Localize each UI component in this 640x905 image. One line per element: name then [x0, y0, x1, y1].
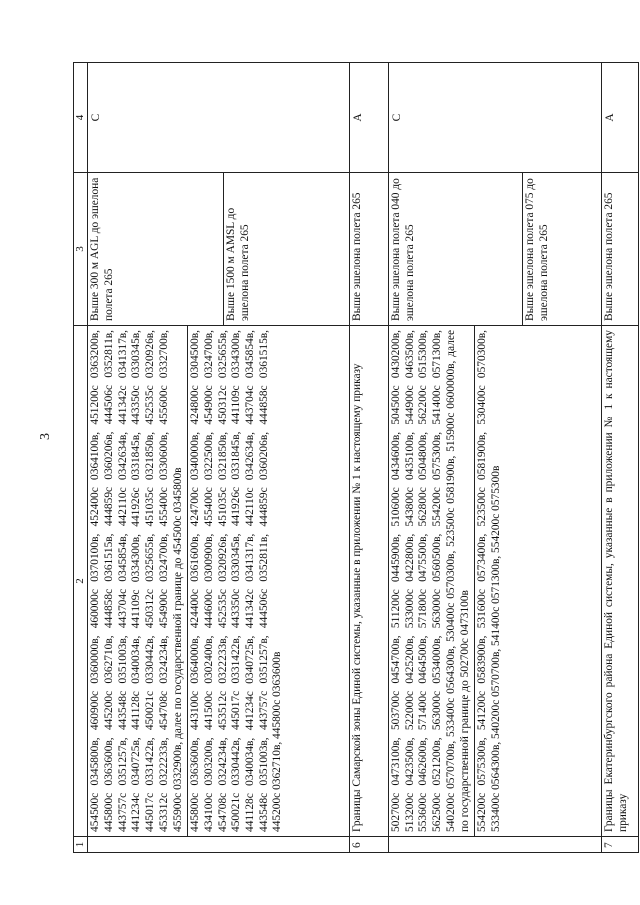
row-number	[389, 837, 602, 853]
table-row	[88, 63, 350, 853]
flight-level-cell: Выше эшелона полета 265	[350, 173, 389, 326]
rotated-table-wrapper	[73, 63, 639, 853]
header-col-1: 1	[74, 837, 88, 853]
flight-level-text-a: Выше эшелона полета 040 до эшелона полета 265	[390, 178, 416, 321]
airspace-class-cell: C	[389, 63, 602, 173]
airspace-class-cell: C	[88, 63, 350, 173]
flight-level-text-b: Выше эшелона полета 075 до эшелона полета 265	[522, 173, 551, 325]
row-number: 6	[350, 837, 389, 853]
flight-level-text-b: Выше 1500 м AMSL до эшелона полета 265	[223, 173, 252, 325]
coordinates-cell: Границы Самарской зоны Единой системы, указанные в приложении № 1 к настоящему приказу	[350, 326, 389, 837]
coordinates-text-a: 454500с 0345800в, 460900с 0360000в, 460000с 0370100в, 452400с 0364100в, 451200с 0363200в, 445800с 0363600в, 445200с 0362710в, 444858с 0361515в, 444859с 0360206в, 444506с 0352811в, 443757с 0351257в, 443548с 0351003в, 443704с 0345854в, 442110с 0342634в, 441342с 0341317в, 441234с 0340725в, 441128с 0340034в, 441109с 0334300в, 441926с 0331845в, 443350с 0330345в, 445017с 0331422в, 450021с 0330442в, 450312с 0325655в, 451035с 0321850в, 452535с 0320926в, 453312с 0322233в, 454708с 0324234в, 454900с 0324700в, 455400с 0330600в, 455600с 0332700в, 455900с 0332900в, далее по государственной границе до 454500с 0345800в	[89, 330, 184, 832]
airspace-table	[73, 62, 639, 853]
coordinates-cell	[88, 326, 350, 837]
table-header-row	[74, 63, 88, 853]
flight-level-cell: Выше эшелона полета 265	[602, 173, 639, 326]
table-row	[350, 63, 389, 853]
coordinates-text-a: 502700с 0473100в, 503700с 0454700в, 511200с 0445900в, 510600с 0434600в, 504500с 0430200в, 513200с 0423500в, 522000с 0425200в, 533000с 0422800в, 543800с 0435100в, 544900с 0463500в, 553600с 0462600в, 571400с 0464500в, 571800с 0475500в, 562800с 0504800в, 562200с 0515300в, 562500с 0521200в, 563000с 0534000в, 563000с 0560500в, 554200с 0575300в, 541400с 0571300в, 540200с 0570700в, 533400с 0564300в, 530400с 0570300в, 523500с 0581900в, 515900с 0600000в, далее по государственной границе до 502700с 0473100в	[390, 330, 471, 832]
header-col-4: 4	[74, 63, 88, 173]
row-number	[88, 837, 350, 853]
coordinates-cell: Границы Екатеринбургского района Единой системы, указанные в приложении № 1 к настоящему приказу	[602, 326, 639, 837]
header-col-2: 2	[74, 326, 88, 837]
flight-level-text-a: Выше 300 м AGL до эшелона полета 265	[89, 177, 116, 321]
table-row	[602, 63, 639, 853]
header-col-3: 3	[74, 173, 88, 326]
page-number: 3	[38, 433, 53, 440]
airspace-class-cell: A	[350, 63, 389, 173]
table-row	[389, 63, 602, 853]
row-number: 7	[602, 837, 639, 853]
flight-level-cell	[389, 173, 602, 326]
airspace-class-cell: A	[602, 63, 639, 173]
flight-level-cell	[88, 173, 350, 326]
coordinates-text-b: 554200с 0575300в, 541200с 0583900в, 531600с 0573400в, 523500с 0581900в, 530400с 0570300в, 533400с 0564300в, 540200с 0570700в, 541400с 0571300в, 554200с 0575300в	[474, 326, 503, 836]
coordinates-cell	[389, 326, 602, 837]
coordinates-text-b: 445800с 0363600в, 443100с 0364000в, 424400с 0361600в, 424700с 0340000в, 424800с 0304500в, 434100с 0303200в, 441500с 0302400в, 444600с 0300900в, 455400с 0322500в, 454900с 0324700в, 454708с 0324234в, 453512с 0322233в, 452535с 0320926в, 451035с 0321850в, 450312с 0325655в, 450021с 0330442в, 445017с 0331422в, 443350с 0330345в, 441926с 0331845в, 441109с 0334300в, 441128с 0340034в, 441234с 0340725в, 441342с 0341317в, 442110с 0342634в, 443704с 0345854в, 443548с 0351003в, 443757с 0351257в, 444506с 0352811в, 444859с 0360206в, 444858с 0361515в, 445200с 0362710в, 445800с 0363600в	[187, 326, 285, 836]
